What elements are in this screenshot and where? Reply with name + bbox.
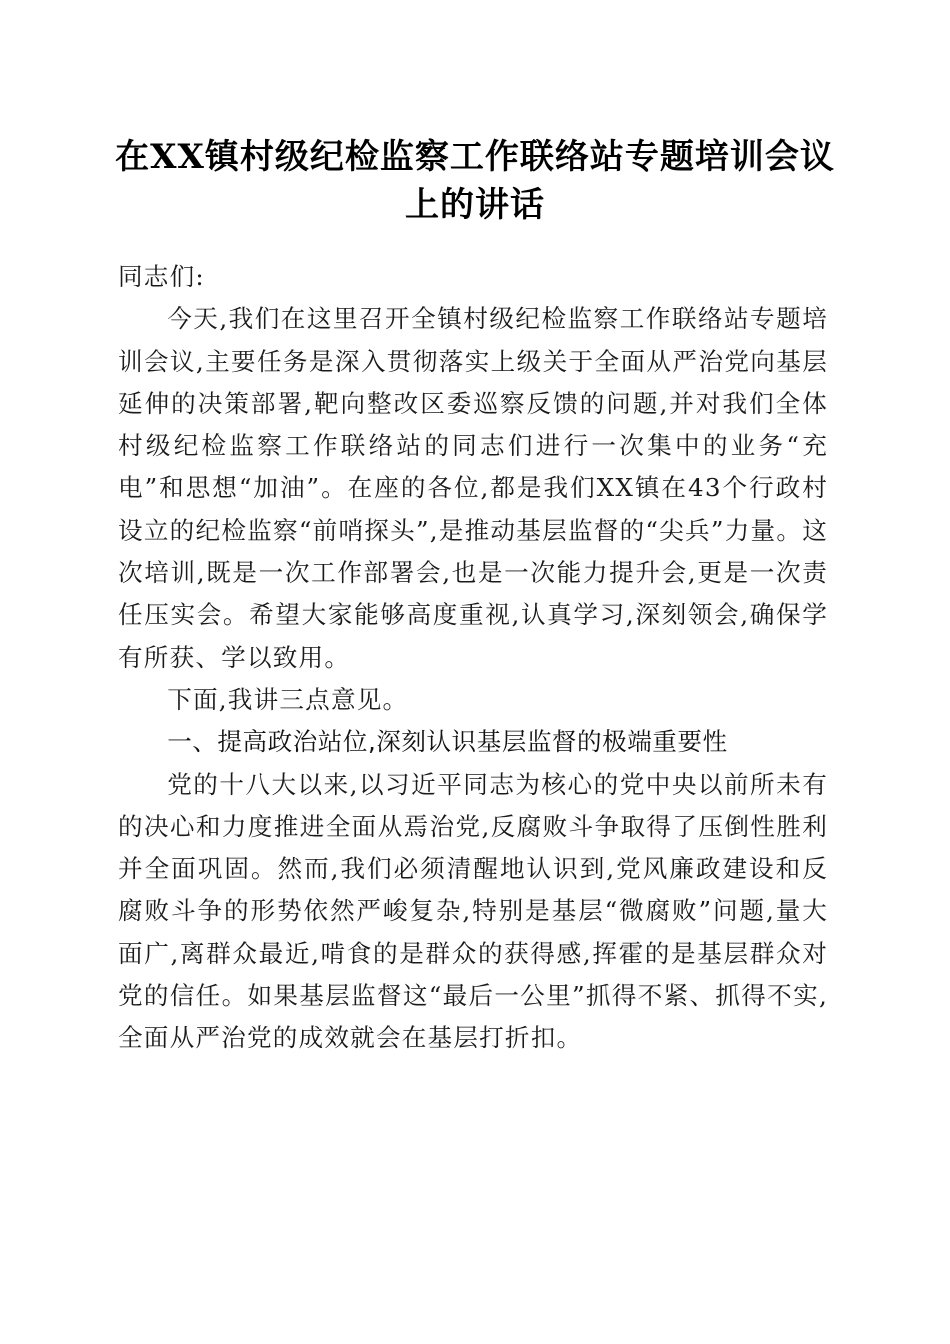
paragraph-opening: 今天,我们在这里召开全镇村级纪检监察工作联络站专题培训会议,主要任务是深入贯彻落实上级关于全面从严治党向基层延伸的决策部署,靶向整改区委巡察反馈的问题,并对我们全体村级纪检监察工作联络站的同志们进行一次集中的业务“充电”和思想“加油”。在座的各位,都是我们XX镇在43个行政村设立的纪检监察“前哨探头”,是推动基层监督的“尖兵”力量。这次培训,既是一次工作部署会,也是一次能力提升会,更是一次责任压实会。希望大家能够高度重视,认真学习,深刻领会,确保学有所获、学以致用。 [118,304,828,672]
document-body [118,256,828,1060]
section-heading-one: 一、提高政治站位,深刻认识基层监督的极端重要性 [167,727,728,757]
document-title: 在XX镇村级纪检监察工作联络站专题培训会议上的讲话 [115,137,835,225]
paragraph-transition: 下面,我讲三点意见。 [167,684,409,714]
salutation: 同志们: [118,262,205,291]
paragraph-section-one: 党的十八大以来,以习近平同志为核心的党中央以前所未有的决心和力度推进全面从焉治党,反腐败斗争取得了压倒性胜利并全面巩固。然而,我们必须清醒地认识到,党风廉政建设和反腐败斗争的形势依然严峻复杂,特别是基层“微腐败”问题,量大面广,离群众最近,啃食的是群众的获得感,挥霍的是基层群众对党的信任。如果基层监督这“最后一公里”抓得不紧、抓得不实,全面从严治党的成效就会在基层打折扣。 [118,769,828,1053]
